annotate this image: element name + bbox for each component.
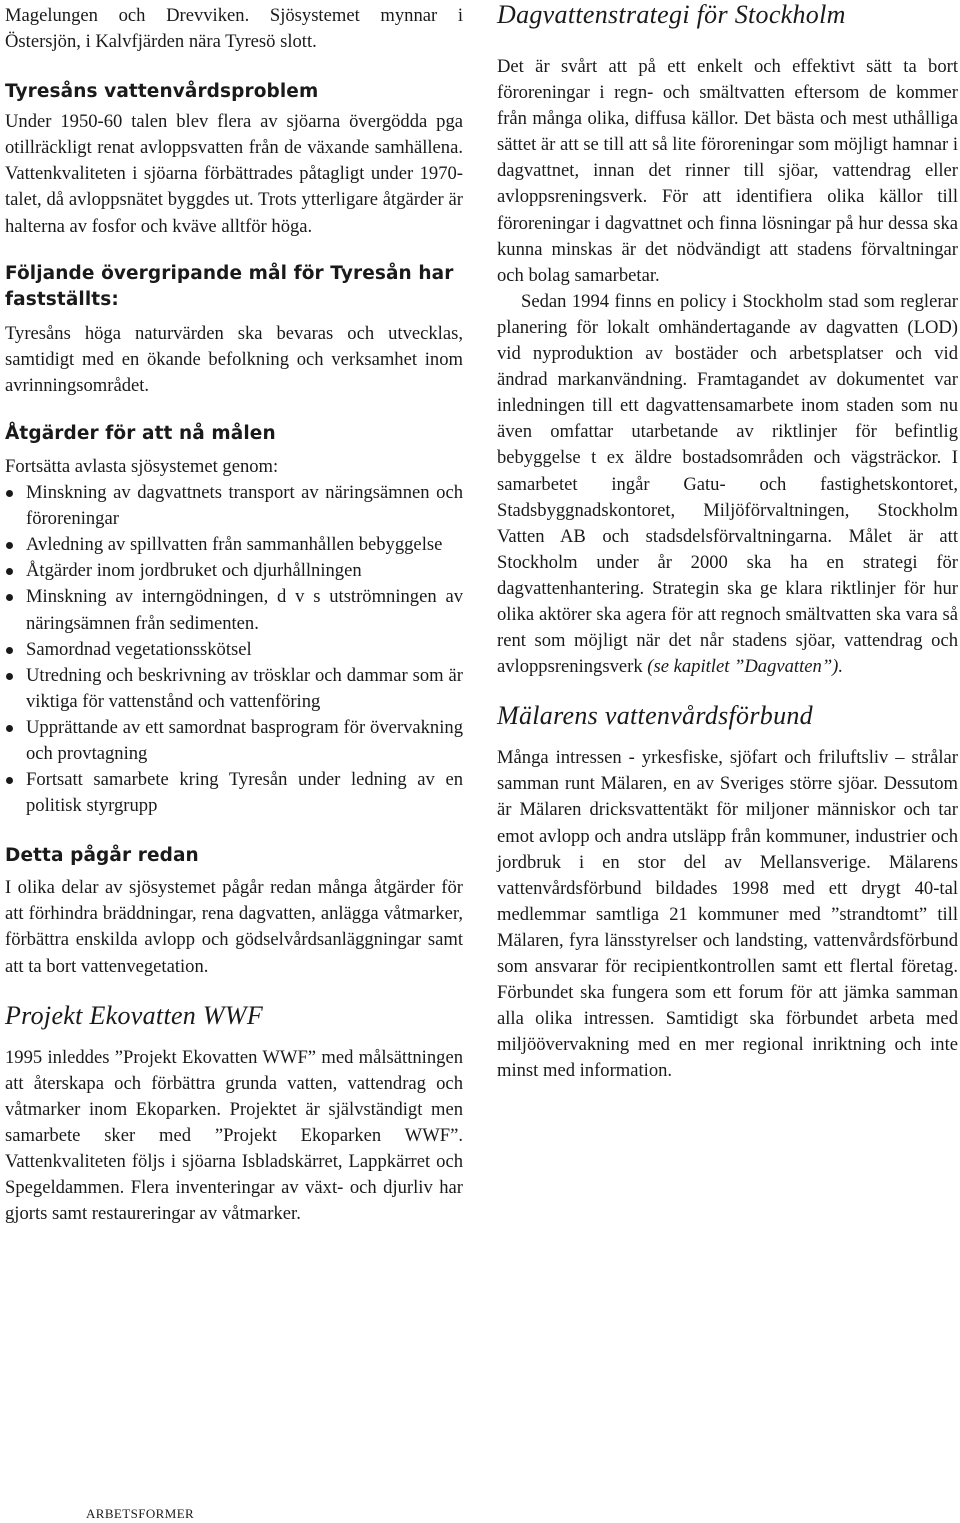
heading-goals: Följande övergripande mål för Tyresån har fastställts: xyxy=(5,262,454,310)
list-item: Avledning av spillvatten från sammanhållen bebyggelse xyxy=(5,532,463,558)
list-item: Fortsatt samarbete kring Tyresån under ledning av en politisk styrgrupp xyxy=(5,767,463,819)
heading-malaren-association: Mälarens vattenvårdsförbund xyxy=(497,701,813,731)
list-item: Minskning av interngödningen, d v s utströmningen av näringsämnen från sedimenten. xyxy=(5,584,463,636)
list-item: Utredning och beskrivning av trösklar och dammar som är viktiga för vattenstånd och vattenföring xyxy=(5,663,463,715)
page-footer: ARBETSFORMER xyxy=(86,1506,195,1521)
chapter-reference: (se kapitlet ”Dagvatten”). xyxy=(647,656,843,678)
malaren-paragraph: Många intressen - yrkesfiske, sjöfart och friluftsliv – strålar samman runt Mälaren, en av Sveriges större sjöar. Dessutom är Mälaren dricksvattentäkt för miljoner människor och tar emot avlopp och andra utsläpp från kommuner, industrier och jordbruk i en stor del av Mellansverige. Mälarens vattenvårdsförbund bildades 1998 med ett drygt 40-tal medlemmar samtliga 21 kommuner med ”strandtomt” till Mälaren, fyra länsstyrelser och landsting, vattenvårdsförbund som ansvarar för recipientkontrollen samt ett flertal företag. Förbundet ska fungera som ett forum för att jämka samman alla olika intressen. Samtidigt ska förbundet arbeta med miljöövervakning med en mer regional inriktning och inte minst med information. xyxy=(497,747,958,1082)
measures-intro: Fortsätta avlasta sjösystemet genom: xyxy=(5,455,279,477)
list-item: Upprättande av ett samordnat basprogram för övervakning och provtagning xyxy=(5,715,463,767)
storm-paragraph-2-text: Sedan 1994 finns en policy i Stockholm stad som reglerar planering för lokalt omhändertagande av dagvatten (LOD) vid nyproduktion av bostäder och arbetsplatser och vid ändrad markanvändning. Framtagandet av dokumentet var inledningen till ett dagvattensamarbete inom staden som nu även omfattar utarbetande av riktlinjer för befintlig bebyggelse t ex äldre bostadsområden och vägsträckor. I samarbetet ingår Gatu- och fastighetskontoret, Stadsbyggnadskontoret, Miljöförvaltningen, Stockholm Vatten AB och stadsdelsförvaltningarna. Målet är att Stockholm under år 2000 ska ha en strategi för dagvattenhantering. Strategin ska ge klara riktlinjer för hur olika aktörer ska agera för att regnoch smältvatten ska vara så rent som möjligt när det når stadens sjöar, vattendrag och avloppsreningsverk xyxy=(497,290,958,678)
list-item: Minskning av dagvattnets transport av näringsämnen och föroreningar xyxy=(5,480,463,532)
heading-ongoing: Detta pågår redan xyxy=(5,845,199,867)
left-column xyxy=(5,0,463,1227)
storm-paragraph-2 xyxy=(497,289,958,680)
ongoing-paragraph: I olika delar av sjösystemet pågår redan många åtgärder för att förhindra bräddningar, rena dagvatten, anlägga våtmarker, förbättra enskilda avlopp och gödselvårdsanläggningar samt att ta bort vattenvegetation. xyxy=(5,877,463,977)
intro-paragraph: Magelungen och Drevviken. Sjösystemet mynnar i Östersjön, i Kalvfjärden nära Tyresö slott. xyxy=(5,5,463,53)
heading-wwf-project: Projekt Ekovatten WWF xyxy=(5,1000,264,1030)
heading-measures: Åtgärder för att nå målen xyxy=(5,422,276,444)
list-item: Samordnad vegetationsskötsel xyxy=(5,637,463,663)
wwf-paragraph: 1995 inleddes ”Projekt Ekovatten WWF” med målsättningen att återskapa och förbättra grunda vatten, vattendrag och våtmarker inom Ekoparken. Projektet är självständigt men samarbete sker med ”Projekt Ekoparken WWF”. Vattenkvaliteten följs i sjöarna Isbladskärret, Lappkärret och Spegeldammen. Flera inventeringar av växt- och djurliv har gjorts samt restaureringar av våtmarker. xyxy=(5,1046,463,1225)
problem-paragraph: Under 1950-60 talen blev flera av sjöarna övergödda pga otillräckligt renat avloppsvatten från de växande samhällena. Vattenkvaliteten i sjöarna förbättrades påtagligt under 1970-talet, då avloppsnätet byggdes ut. Trots ytterligare åtgärder är halterna av fosfor och kväve alltför höga. xyxy=(5,111,463,237)
goal-paragraph: Tyresåns höga naturvärden ska bevaras och utvecklas, samtidigt med en ökande befolkning och verksamhet inom avrinningsområdet. xyxy=(5,322,463,396)
right-column xyxy=(497,0,958,1084)
heading-storm-water-strategy: Dagvattenstrategi för Stockholm xyxy=(497,0,846,29)
heading-water-problems: Tyresåns vattenvårdsproblem xyxy=(5,81,319,103)
storm-paragraph-1: Det är svårt att på ett enkelt och effektivt sätt ta bort föroreningar i regn- och smältvatten eftersom de kommer från många olika, diffusa källor. Det bästa och mest uthålliga sättet är att se till att så lite föroreningar som möjligt hamnar i dagvattnet, innan det rinner till sjöar, vattendrag eller avloppsreningsverk. För att identifiera olika källor till föroreningar i dagvattnet och finna lösningar på hur dessa ska kunna minskas är det nödvändigt att stadens förvaltningar och bolag samarbetar. xyxy=(497,56,958,286)
list-item: Åtgärder inom jordbruket och djurhållningen xyxy=(5,558,463,584)
measures-list xyxy=(5,480,463,819)
